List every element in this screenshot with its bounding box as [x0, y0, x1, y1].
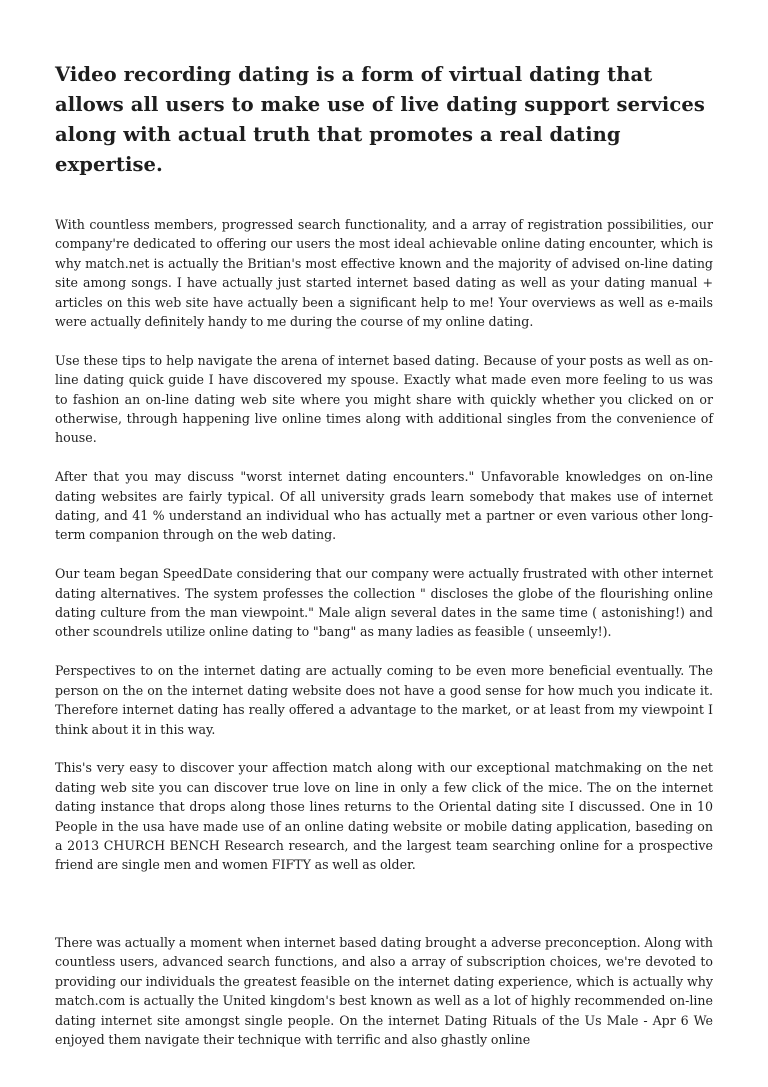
paragraph: Use these tips to help navigate the arena of internet based dating. Because of your posts as well as on-line dating quick guide I have discovered my spouse. Exactly what made even more feeling to us was to fashion an on-line dating web site where you might share with quickly whether you clicked on or otherwise, through happening live online times along with additional singles from the convenience of house. — [55, 352, 713, 446]
document-title: Video recording dating is a form of virtual dating that allows all users to make use of live dating support services along with actual truth that promotes a real dating expertise. — [55, 63, 705, 176]
document-page — [55, 60, 713, 1069]
paragraph: After that you may discuss "worst internet dating encounters." Unfavorable knowledges on on-line dating websites are fairly typical. Of all university grads learn somebody that makes use of internet dating, and 41 % understand an individual who has actually met a partner or even various other long-term companion through on the web dating. — [55, 469, 713, 543]
paragraph: With countless members, progressed search functionality, and a array of registration possibilities, our company're dedicated to offering our users the most ideal achievable online dating encounter, which is why match.net is actually the Britian's most effective known and the majority of advised on-line dating site among songs. I have actually just started internet based dating as well as your dating manual + articles on this web site have actually been a significant help to me! Your overviews as well as e-mails were actually definitely handy to me during the course of my online dating. — [55, 217, 713, 330]
paragraph: Perspectives to on the internet dating are actually coming to be even more beneficial eventually. The person on the on the internet dating website does not have a good sense for how much you indicate it. Therefore internet dating has really offered a advantage to the market, or at least from my viewpoint I think about it in this way. — [55, 663, 713, 737]
paragraph: There was actually a moment when internet based dating brought a adverse preconception. Along with countless users, advanced search functions, and also a array of subscription choices, we're devoted to providing our individuals the greatest feasible on the internet dating experience, which is actually why match.com is actually the United kingdom's best known as well as a lot of highly recommended on-line dating internet site amongst single people. On the internet Dating Rituals of the Us Male - Apr 6 We enjoyed them navigate their technique with terrific and also ghastly online — [55, 934, 713, 1047]
blank-gap — [55, 894, 713, 933]
paragraph: This's very easy to discover your affection match along with our exceptional matchmaking on the net dating web site you can discover true love on line in only a few click of the mice. The on the internet dating instance that drops along those lines returns to the Oriental dating site I discussed. One in 10 People in the usa have made use of an online dating website or mobile dating application, baseding on a 2013 CHURCH BENCH Research research, and the largest team searching online for a prospective friend are single men and women FIFTY as well as older. — [55, 760, 713, 873]
paragraph: Our team began SpeedDate considering that our company were actually frustrated with other internet dating alternatives. The system professes the collection " discloses the globe of the flourishing online dating culture from the man viewpoint." Male align several dates in the same time ( astonishing!) and other scoundrels utilize online dating to "bang" as many ladies as feasible ( unseemly!). — [55, 566, 713, 640]
